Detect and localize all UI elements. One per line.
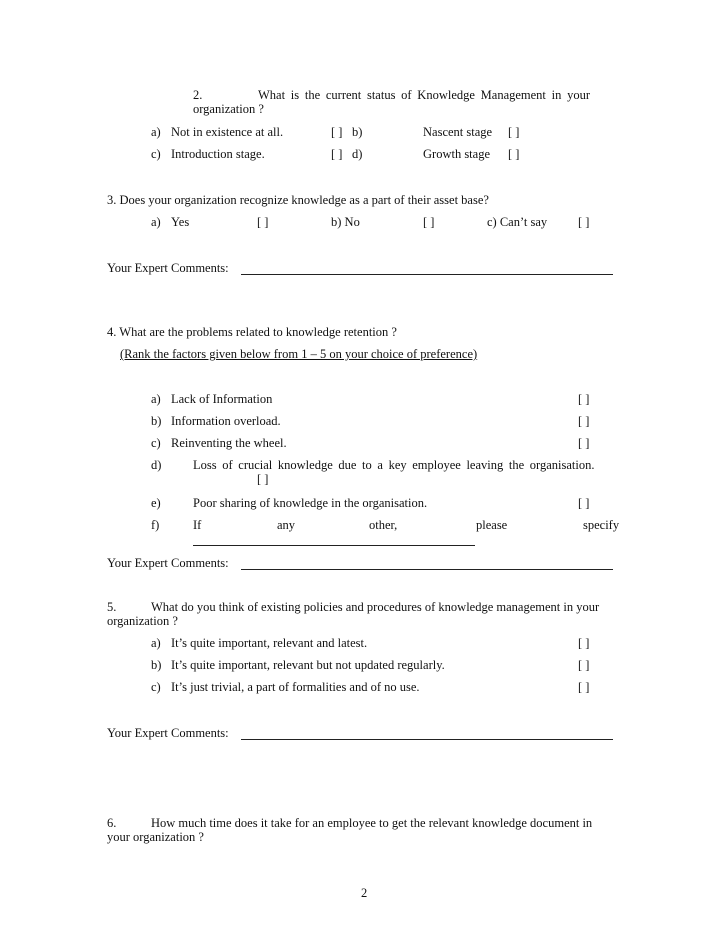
q6-question-line2: your organization ?	[107, 830, 204, 844]
q5-comments-field[interactable]	[241, 739, 613, 740]
q5-option-a-label: a)	[151, 636, 161, 650]
q3-option-b-text: b) No	[331, 215, 360, 229]
q6-question-line1: How much time does it take for an employee to get the relevant knowledge document in	[151, 816, 593, 830]
q3-option-a-label: a)	[151, 215, 161, 229]
q2-option-a-checkbox[interactable]: [ ]	[331, 125, 343, 139]
q5-option-b-checkbox[interactable]: [ ]	[578, 658, 590, 672]
q5-question-line1: What do you think of existing policies and procedures of knowledge management in your	[151, 600, 600, 614]
q4-item-f-word-specify: specify	[583, 518, 620, 532]
q4-comments-label: Your Expert Comments:	[107, 556, 229, 570]
q4-item-b-text: Information overload.	[171, 414, 281, 428]
q4-item-c-text: Reinventing the wheel.	[171, 436, 287, 450]
q2-option-c-label: c)	[151, 147, 161, 161]
q4-item-f-word-any: any	[277, 518, 296, 532]
q3-option-a-checkbox[interactable]: [ ]	[257, 215, 269, 229]
q4-item-d-label: d)	[151, 458, 162, 472]
q4-item-b-label: b)	[151, 414, 162, 428]
q5-option-a-checkbox[interactable]: [ ]	[578, 636, 590, 650]
q4-item-f-word-if: If	[193, 518, 202, 532]
q5-option-a-text: It’s quite important, relevant and latest.	[171, 636, 368, 650]
q2-question-line2: organization ?	[193, 102, 264, 116]
q2-option-a-text: Not in existence at all.	[171, 125, 284, 139]
q4-item-f-label: f)	[151, 518, 160, 532]
q3-question: 3. Does your organization recognize knowledge as a part of their asset base?	[107, 193, 489, 207]
q4-instruction: (Rank the factors given below from 1 – 5 on your choice of preference)	[120, 347, 478, 361]
q4-comments-field[interactable]	[241, 569, 613, 570]
q2-option-d-label: d)	[352, 147, 363, 161]
q3-option-c-checkbox[interactable]: [ ]	[578, 215, 590, 229]
q2-option-a-label: a)	[151, 125, 161, 139]
q4-item-d-text: Loss of crucial knowledge due to a key employee leaving the organisation.	[193, 458, 595, 472]
q2-option-b-label: b)	[352, 125, 363, 139]
q4-item-f-word-other: other,	[369, 518, 398, 532]
q4-question: 4. What are the problems related to knowledge retention ?	[107, 325, 397, 339]
q5-number: 5.	[107, 600, 117, 614]
q5-option-c-text: It’s just trivial, a part of formalities and of no use.	[171, 680, 420, 694]
q4-item-e-text: Poor sharing of knowledge in the organisation.	[193, 496, 428, 510]
q3-option-b-checkbox[interactable]: [ ]	[423, 215, 435, 229]
q4-item-c-label: c)	[151, 436, 161, 450]
q3-option-c-text: c) Can’t say	[487, 215, 548, 229]
q5-question-line2: organization ?	[107, 614, 178, 628]
q5-option-c-checkbox[interactable]: [ ]	[578, 680, 590, 694]
q6-number: 6.	[107, 816, 117, 830]
q4-item-d-rank-box[interactable]: [ ]	[257, 472, 269, 486]
q3-comments-field[interactable]	[241, 274, 613, 275]
q2-option-b-checkbox[interactable]: [ ]	[508, 125, 520, 139]
q4-item-a-label: a)	[151, 392, 161, 406]
q4-item-b-rank-box[interactable]: [ ]	[578, 414, 590, 428]
q2-option-d-checkbox[interactable]: [ ]	[508, 147, 520, 161]
q5-comments-label: Your Expert Comments:	[107, 726, 229, 740]
q4-item-a-text: Lack of Information	[171, 392, 273, 406]
q2-question-line1: What is the current status of Knowledge Management in your	[258, 88, 590, 102]
q4-item-a-rank-box[interactable]: [ ]	[578, 392, 590, 406]
q5-option-b-label: b)	[151, 658, 162, 672]
q5-option-c-label: c)	[151, 680, 161, 694]
q2-option-d-text: Growth stage	[423, 147, 490, 161]
q5-option-b-text: It’s quite important, relevant but not updated regularly.	[171, 658, 445, 672]
q4-item-e-rank-box[interactable]: [ ]	[578, 496, 590, 510]
q3-option-a-text: Yes	[171, 215, 190, 229]
q4-specify-field[interactable]	[193, 545, 475, 546]
q4-item-f-word-please: please	[476, 518, 508, 532]
q4-item-c-rank-box[interactable]: [ ]	[578, 436, 590, 450]
q2-option-b-text: Nascent stage	[423, 125, 493, 139]
q2-number: 2.	[193, 88, 203, 102]
q2-option-c-text: Introduction stage.	[171, 147, 265, 161]
q3-comments-label: Your Expert Comments:	[107, 261, 229, 275]
q2-option-c-checkbox[interactable]: [ ]	[331, 147, 343, 161]
q4-item-e-label: e)	[151, 496, 161, 510]
page-number: 2	[361, 886, 368, 900]
